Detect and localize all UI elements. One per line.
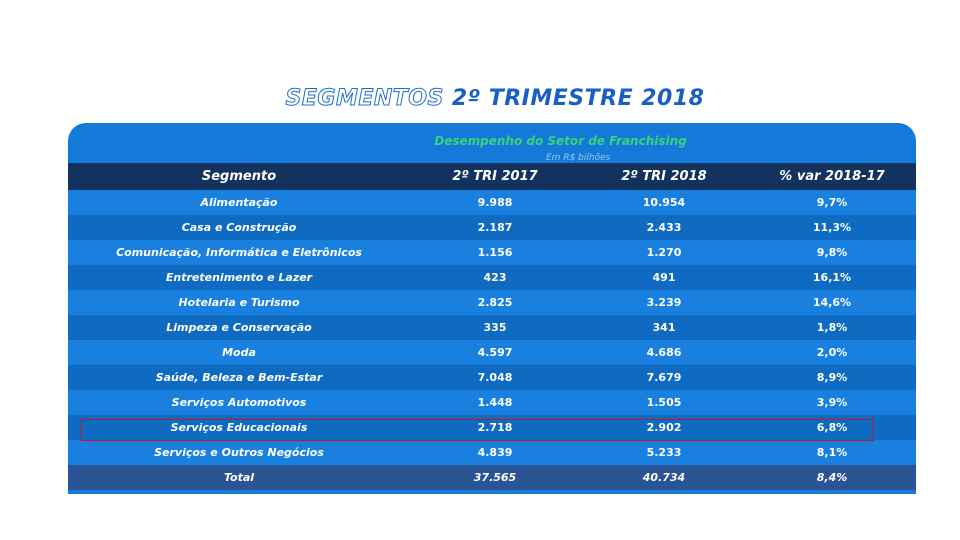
value-2017: 4.597	[477, 346, 513, 359]
title-solid-text: 2º TRIMESTRE 2018	[451, 86, 705, 111]
value-2017: 2.187	[477, 221, 513, 234]
table-subtitle: Desempenho do Setor de Franchising	[434, 134, 687, 148]
value-2017: 423	[483, 271, 507, 284]
value-2017: 7.048	[477, 371, 513, 384]
table-row	[68, 240, 916, 265]
header-2tri-2017: 2º TRI 2017	[452, 169, 538, 184]
segment-name: Comunicação, Informática e Eletrônicos	[116, 246, 362, 259]
variation: 8,9%	[816, 371, 848, 384]
page-title	[0, 86, 960, 111]
variation: 2,0%	[816, 346, 848, 359]
segment-name: Alimentação	[200, 196, 278, 209]
segment-name: Entretenimento e Lazer	[165, 271, 313, 284]
variation: 11,3%	[812, 221, 852, 234]
table-row	[68, 190, 916, 215]
table-row	[68, 290, 916, 315]
variation: 9,8%	[816, 246, 848, 259]
variation: 16,1%	[812, 271, 852, 284]
value-2017: 2.825	[477, 296, 513, 309]
variation: 8,1%	[816, 446, 848, 459]
value-2018: 491	[652, 271, 676, 284]
segment-name: Saúde, Beleza e Bem-Estar	[155, 371, 323, 384]
total-2018: 40.734	[642, 471, 686, 484]
value-2017: 9.988	[477, 196, 513, 209]
table-row	[68, 365, 916, 390]
value-2018: 7.679	[646, 371, 682, 384]
table-row	[68, 340, 916, 365]
value-2018: 5.233	[646, 446, 682, 459]
value-2017: 2.718	[477, 421, 513, 434]
value-2018: 341	[652, 321, 676, 334]
table-row	[68, 215, 916, 240]
variation: 1,8%	[816, 321, 848, 334]
table-header-row	[68, 163, 916, 190]
table-row	[68, 440, 916, 465]
value-2018: 1.270	[646, 246, 682, 259]
variation: 6,8%	[816, 421, 848, 434]
table-row	[68, 415, 916, 440]
value-2017: 335	[483, 321, 507, 334]
segment-name: Serviços Automotivos	[171, 396, 307, 409]
segment-name: Limpeza e Conservação	[166, 321, 312, 334]
variation: 14,6%	[812, 296, 852, 309]
table-row	[68, 265, 916, 290]
value-2017: 1.448	[477, 396, 513, 409]
table-total-row	[68, 465, 916, 490]
value-2018: 10.954	[642, 196, 686, 209]
variation: 9,7%	[816, 196, 848, 209]
header-2tri-2018: 2º TRI 2018	[621, 169, 707, 184]
total-2017: 37.565	[473, 471, 517, 484]
header-var: % var 2018-17	[779, 169, 885, 184]
segment-name: Serviços Educacionais	[170, 421, 308, 434]
variation: 3,9%	[816, 396, 848, 409]
unit-note: Em R$ bilhões	[546, 153, 611, 163]
value-2017: 1.156	[477, 246, 513, 259]
segment-name: Casa e Construção	[181, 221, 297, 234]
value-2018: 2.902	[646, 421, 682, 434]
header-segmento: Segmento	[201, 169, 277, 184]
value-2017: 4.839	[477, 446, 513, 459]
total-label: Total	[223, 471, 255, 484]
table-panel	[68, 123, 916, 494]
table-row	[68, 315, 916, 340]
table-row	[68, 390, 916, 415]
title-outline-text: SEGMENTOS	[285, 86, 444, 111]
value-2018: 2.433	[646, 221, 682, 234]
segment-name: Hotelaria e Turismo	[178, 296, 300, 309]
segment-name: Moda	[222, 346, 256, 359]
value-2018: 1.505	[646, 396, 682, 409]
segment-name: Serviços e Outros Negócios	[154, 446, 324, 459]
total-var: 8,4%	[816, 471, 848, 484]
segments-table	[68, 163, 916, 490]
value-2018: 4.686	[646, 346, 682, 359]
value-2018: 3.239	[646, 296, 682, 309]
